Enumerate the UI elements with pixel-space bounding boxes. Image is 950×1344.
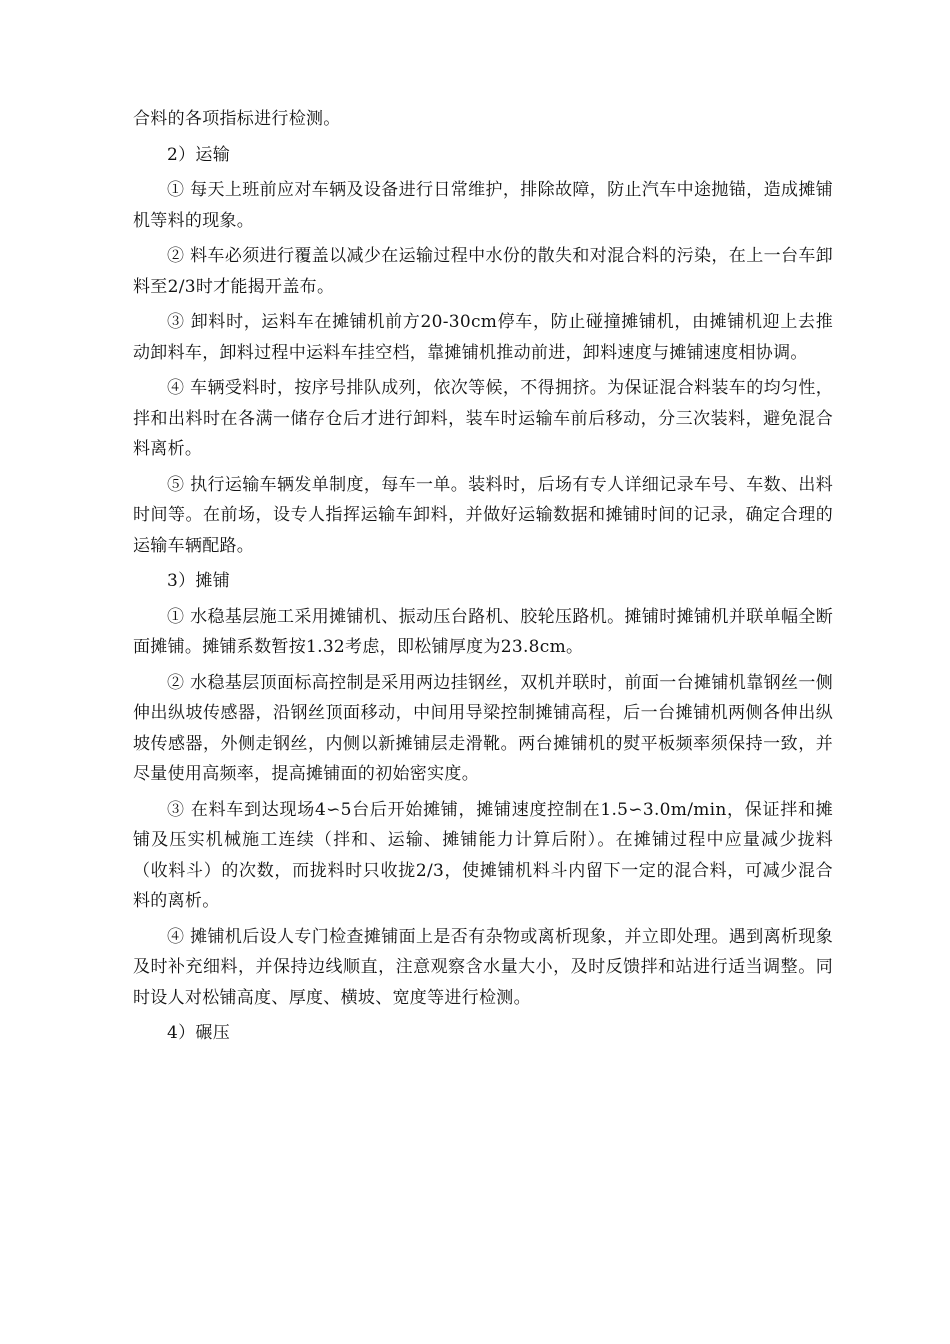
transport-item-1: ① 每天上班前应对车辆及设备进行日常维护，排除故障，防止汽车中途抛锚，造成摊铺机等料的现象。 xyxy=(133,180,833,231)
transport-item-3: ③ 卸料时，运料车在摊铺机前方20-30cm停车，防止碰撞摊铺机，由摊铺机迎上去推动卸料车，卸料过程中运料车挂空档，靠摊铺机推动前进，卸料速度与摊铺速度相协调。 xyxy=(133,312,833,363)
paving-item-3: ③ 在料车到达现场4∽5台后开始摊铺，摊铺速度控制在1.5∽3.0m/min，保证拌和摊铺及压实机械施工连续（拌和、运输、摊铺能力计算后附）。在摊铺过程中应量减少拢料（收料斗）的次数，而拢料时只收拢2/3，使摊铺机料斗内留下一定的混合料，可减少混合料的离析。 xyxy=(133,799,833,911)
transport-item-5: ⑤ 执行运输车辆发单制度，每车一单。装料时，后场有专人详细记录车号、车数、出料时间等。在前场，设专人指挥运输车卸料，并做好运输数据和摊铺时间的记录，确定合理的运输车辆配路。 xyxy=(133,474,833,556)
paving-item-2: ② 水稳基层顶面标高控制是采用两边挂钢丝，双机并联时，前面一台摊铺机靠钢丝一侧伸出纵坡传感器，沿钢丝顶面移动，中间用导梁控制摊铺高程，后一台摊铺机两侧各伸出纵坡传感器，外侧走钢丝，内侧以新摊铺层走滑靴。两台摊铺机的熨平板频率须保持一致，并尽量使用高频率，提高摊铺面的初始密实度。 xyxy=(133,672,833,784)
transport-item-2: ② 料车必须进行覆盖以减少在运输过程中水份的散失和对混合料的污染，在上一台车卸料至2/3时才能揭开盖布。 xyxy=(133,246,833,297)
section-heading-compaction: 4）碾压 xyxy=(167,1023,231,1043)
section-heading-transport: 2）运输 xyxy=(167,144,231,165)
paving-item-4: ④ 摊铺机后设人专门检查摊铺面上是否有杂物或离析现象，并立即处理。遇到离析现象及时补充细料，并保持边线顺直，注意观察含水量大小，及时反馈拌和站进行适当调整。同时设人对松铺高度、厚度、横坡、宽度等进行检测。 xyxy=(133,926,833,1008)
paving-item-1: ① 水稳基层施工采用摊铺机、振动压台路机、胶轮压路机。摊铺时摊铺机并联单幅全断面摊铺。摊铺系数暂按1.32考虑，即松铺厚度为23.8cm。 xyxy=(133,606,833,657)
section-heading-paving: 3）摊铺 xyxy=(167,571,231,591)
document-body xyxy=(133,104,833,1054)
paragraph-continuation: 合料的各项指标进行检测。 xyxy=(133,109,341,129)
transport-item-4: ④ 车辆受料时，按序号排队成列，依次等候，不得拥挤。为保证混合料装车的均匀性，拌和出料时在各满一储存仓后才进行卸料，装车时运输车前后移动，分三次装料，避免混合料离析。 xyxy=(133,378,833,459)
